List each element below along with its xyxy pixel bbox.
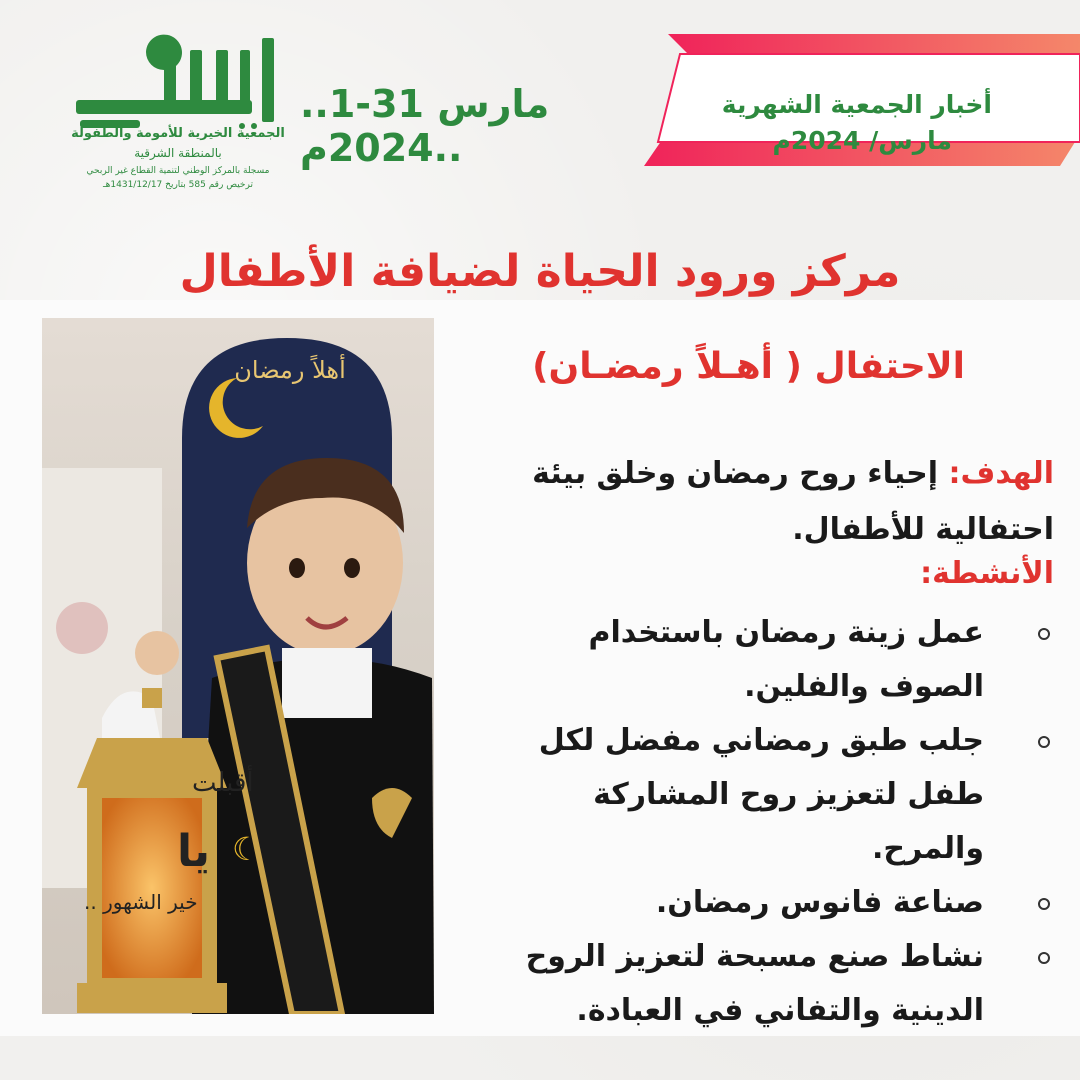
bullet-circle-icon (1038, 628, 1050, 640)
wall-text: أهلاً رمضان (234, 356, 346, 384)
ilaf-logo-mark (66, 30, 286, 130)
goal-label: الهدف: (948, 456, 1054, 491)
banner-title: أخبار الجمعية الشهرية (721, 90, 992, 119)
list-item (504, 930, 984, 1038)
photo-caption-line2: يا (177, 826, 211, 877)
bullet-circle-icon (1038, 736, 1050, 748)
date-range: ..1-31 مارس 2024م.. (300, 82, 550, 170)
activity-text: جلب طبق رمضاني مفضل لكل طفل لتعزيز روح المشاركة والمرح. (538, 723, 984, 866)
header (0, 0, 1080, 210)
list-item (504, 606, 984, 714)
logo-registration: مسجلة بالمركز الوطني لتنمية القطاع غير الربحي (86, 166, 270, 176)
section-title: مركز ورود الحياة لضيافة الأطفال (179, 246, 901, 297)
activities-label: الأنشطة: (920, 556, 1054, 591)
photo-caption-line1: أقبلت (192, 768, 254, 798)
crescent-moon-icon: ☾ (232, 830, 261, 868)
activities-list (504, 606, 984, 1038)
photo-caption-line3: خير الشهور .. (84, 890, 198, 914)
list-item (504, 714, 984, 876)
goal-text: إحياء روح رمضان وخلق بيئة احتفالية للأطفال. (532, 456, 1054, 547)
monthly-news-banner (640, 30, 1080, 170)
organization-logo (58, 30, 298, 200)
logo-license: ترخيص رقم 585 بتاريخ 1431/12/17هـ (103, 180, 253, 190)
list-item (504, 876, 984, 930)
activity-text: صناعة فانوس رمضان. (655, 885, 984, 920)
event-photo (42, 318, 434, 1014)
logo-region: بالمنطقة الشرقية (134, 146, 222, 160)
banner-subtitle: مارس/ 2024م (772, 126, 952, 155)
event-goal (494, 446, 1054, 558)
event-title: الاحتفال ( أهـلاً رمضـان) (532, 346, 965, 387)
logo-org-name: الجمعية الخيرية للأمومة والطفولة (71, 126, 285, 141)
bullet-circle-icon (1038, 952, 1050, 964)
activity-text: عمل زينة رمضان باستخدام الصوف والفلين. (588, 615, 984, 704)
bullet-circle-icon (1038, 898, 1050, 910)
activity-text: نشاط صنع مسبحة لتعزيز الروح الدينية والتفاني في العبادة. (525, 939, 984, 1028)
